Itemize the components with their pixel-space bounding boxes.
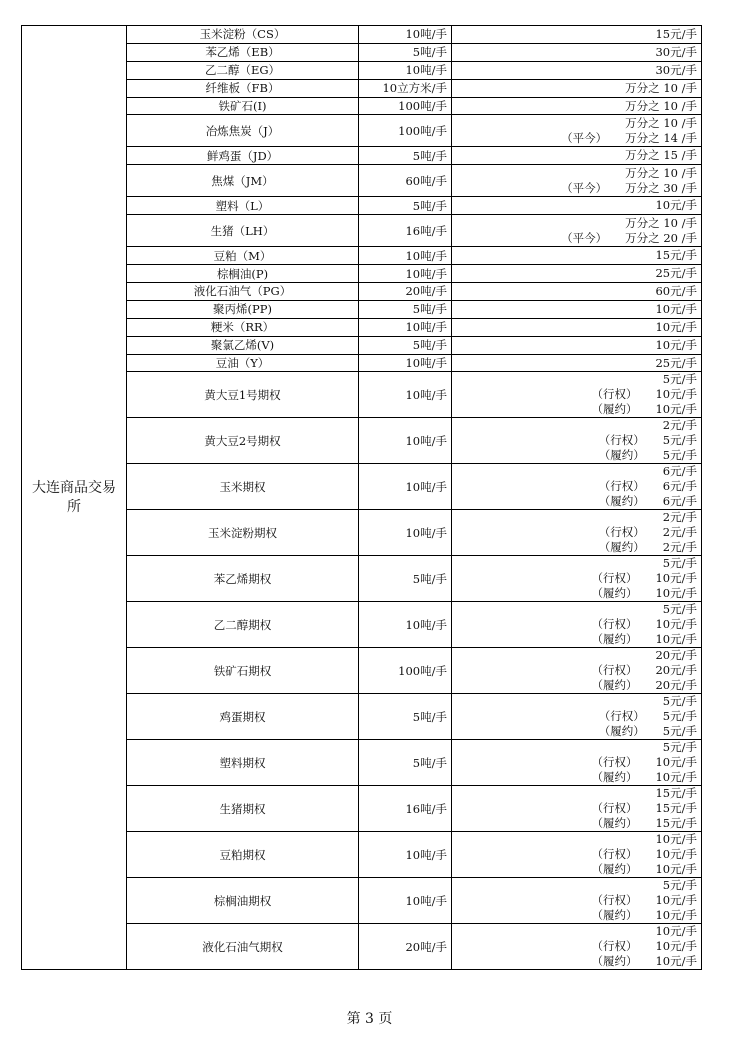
fee-line xyxy=(456,216,697,231)
fee-type-label: （履约） xyxy=(598,494,645,509)
fee-type-label: （履约） xyxy=(598,724,645,739)
fee-line xyxy=(456,602,697,617)
contract-unit-cell: 10吨/手 xyxy=(359,61,452,79)
fee-cell xyxy=(452,556,702,602)
product-cell: 铁矿石期权 xyxy=(127,648,359,694)
fee-type-label: （行权） xyxy=(591,663,638,678)
table-row xyxy=(22,26,702,44)
fee-line xyxy=(456,284,697,299)
fee-line xyxy=(456,99,697,114)
fee-value: 万分之 14 /手 xyxy=(625,130,697,145)
fee-value: 万分之 15 /手 xyxy=(625,148,697,163)
product-cell: 液化石油气（PG） xyxy=(127,283,359,301)
fee-value: 10元/手 xyxy=(655,755,697,770)
fee-value: 15元/手 xyxy=(655,248,697,263)
fee-value: 15元/手 xyxy=(655,816,697,831)
fee-type-label: （履约） xyxy=(591,402,638,417)
fee-value: 10元/手 xyxy=(655,939,697,954)
contract-unit-cell: 10吨/手 xyxy=(359,464,452,510)
fee-line xyxy=(456,847,697,862)
fee-cell xyxy=(452,510,702,556)
fee-line xyxy=(456,63,697,78)
contract-unit-cell: 10吨/手 xyxy=(359,832,452,878)
fee-value: 6元/手 xyxy=(662,494,697,509)
fee-line xyxy=(456,724,697,739)
fee-type-label: （行权） xyxy=(598,433,645,448)
fee-cell xyxy=(452,265,702,283)
fee-line xyxy=(456,832,697,847)
fee-line xyxy=(456,148,697,163)
fee-line xyxy=(456,586,697,601)
fee-line xyxy=(456,954,697,969)
fee-line xyxy=(456,878,697,893)
fee-line xyxy=(456,525,697,540)
fee-line xyxy=(456,387,697,402)
fee-line xyxy=(456,231,697,246)
contract-unit-cell: 5吨/手 xyxy=(359,300,452,318)
fee-value: 10元/手 xyxy=(655,301,697,316)
contract-unit-cell: 10吨/手 xyxy=(359,265,452,283)
fee-type-label: （履约） xyxy=(591,770,638,785)
fee-value: 10元/手 xyxy=(655,908,697,923)
fee-value: 10元/手 xyxy=(655,337,697,352)
fee-value: 10元/手 xyxy=(655,924,697,939)
contract-unit-cell: 5吨/手 xyxy=(359,336,452,354)
fee-line xyxy=(456,893,697,908)
contract-unit-cell: 10立方米/手 xyxy=(359,79,452,97)
fee-value: 15元/手 xyxy=(655,786,697,801)
product-cell: 粳米（RR） xyxy=(127,318,359,336)
fee-line xyxy=(456,801,697,816)
fee-line xyxy=(456,479,697,494)
fee-line xyxy=(456,320,697,335)
fee-cell xyxy=(452,372,702,418)
fee-cell xyxy=(452,418,702,464)
fee-type-label: （行权） xyxy=(591,939,638,954)
fee-cell xyxy=(452,43,702,61)
fee-value: 2元/手 xyxy=(662,540,697,555)
fee-line xyxy=(456,678,697,693)
fee-cell xyxy=(452,464,702,510)
fee-line xyxy=(456,786,697,801)
fee-line xyxy=(456,356,697,371)
fee-line xyxy=(456,266,697,281)
fee-value: 15元/手 xyxy=(655,26,697,41)
fee-line xyxy=(456,402,697,417)
fee-value: 10元/手 xyxy=(655,586,697,601)
fee-value: 25元/手 xyxy=(655,266,697,281)
fee-line xyxy=(456,372,697,387)
fee-value: 10元/手 xyxy=(655,319,697,334)
fee-value: 万分之 10 /手 xyxy=(625,215,697,230)
fee-line xyxy=(456,510,697,525)
contract-unit-cell: 10吨/手 xyxy=(359,878,452,924)
fee-value: 万分之 10 /手 xyxy=(625,80,697,95)
fee-type-label: （履约） xyxy=(591,954,638,969)
contract-unit-cell: 10吨/手 xyxy=(359,372,452,418)
product-cell: 豆粕（M） xyxy=(127,247,359,265)
product-cell: 棕榈油期权 xyxy=(127,878,359,924)
fee-line xyxy=(456,740,697,755)
product-cell: 焦煤（JM） xyxy=(127,165,359,197)
contract-unit-cell: 100吨/手 xyxy=(359,648,452,694)
fee-type-label: （行权） xyxy=(591,571,638,586)
fee-value: 万分之 30 /手 xyxy=(625,180,697,195)
fee-value: 5元/手 xyxy=(662,448,697,463)
fee-line xyxy=(456,540,697,555)
fee-cell xyxy=(452,283,702,301)
fee-line xyxy=(456,571,697,586)
fee-value: 6元/手 xyxy=(662,464,697,479)
contract-unit-cell: 10吨/手 xyxy=(359,602,452,648)
fee-cell xyxy=(452,694,702,740)
fee-type-label: （履约） xyxy=(591,908,638,923)
page-number: 第 3 页 xyxy=(346,1011,393,1027)
contract-unit-cell: 20吨/手 xyxy=(359,924,452,970)
fee-table-body xyxy=(22,26,702,970)
product-cell: 塑料期权 xyxy=(127,740,359,786)
fee-line xyxy=(456,663,697,678)
fee-line xyxy=(456,648,697,663)
contract-unit-cell: 5吨/手 xyxy=(359,197,452,215)
product-cell: 棕榈油(P) xyxy=(127,265,359,283)
fee-type-label: （行权） xyxy=(598,525,645,540)
product-cell: 冶炼焦炭（J） xyxy=(127,115,359,147)
fee-line xyxy=(456,464,697,479)
fee-type-label: （行权） xyxy=(591,847,638,862)
fee-line xyxy=(456,939,697,954)
fee-cell xyxy=(452,354,702,372)
product-cell: 聚氯乙烯(V) xyxy=(127,336,359,354)
fee-line xyxy=(456,302,697,317)
fee-type-label: （履约） xyxy=(598,540,645,555)
product-cell: 豆油（Y） xyxy=(127,354,359,372)
fee-type-label: （履约） xyxy=(591,862,638,877)
contract-unit-cell: 10吨/手 xyxy=(359,247,452,265)
fee-value: 5元/手 xyxy=(662,602,697,617)
fee-line xyxy=(456,556,697,571)
fee-table xyxy=(21,25,702,970)
fee-cell xyxy=(452,197,702,215)
fee-type-label: （履约） xyxy=(591,678,638,693)
fee-cell xyxy=(452,215,702,247)
fee-value: 30元/手 xyxy=(655,44,697,59)
product-cell: 纤维板（FB） xyxy=(127,79,359,97)
fee-value: 60元/手 xyxy=(655,283,697,298)
product-cell: 玉米淀粉（CS） xyxy=(127,26,359,44)
fee-cell xyxy=(452,648,702,694)
contract-unit-cell: 16吨/手 xyxy=(359,786,452,832)
product-cell: 生猪期权 xyxy=(127,786,359,832)
contract-unit-cell: 10吨/手 xyxy=(359,418,452,464)
fee-line xyxy=(456,908,697,923)
fee-cell xyxy=(452,247,702,265)
fee-value: 万分之 10 /手 xyxy=(625,98,697,113)
fee-value: 5元/手 xyxy=(662,372,697,387)
fee-cell xyxy=(452,300,702,318)
fee-value: 5元/手 xyxy=(662,724,697,739)
fee-value: 万分之 20 /手 xyxy=(625,230,697,245)
fee-type-label: （行权） xyxy=(598,479,645,494)
fee-type-label: （履约） xyxy=(598,448,645,463)
fee-line xyxy=(456,816,697,831)
fee-line xyxy=(456,248,697,263)
fee-value: 10元/手 xyxy=(655,954,697,969)
fee-cell xyxy=(452,97,702,115)
fee-line xyxy=(456,862,697,877)
contract-unit-cell: 10吨/手 xyxy=(359,510,452,556)
fee-cell xyxy=(452,740,702,786)
contract-unit-cell: 5吨/手 xyxy=(359,43,452,61)
fee-value: 10元/手 xyxy=(655,617,697,632)
fee-value: 5元/手 xyxy=(662,740,697,755)
product-cell: 生猪（LH） xyxy=(127,215,359,247)
fee-line xyxy=(456,45,697,60)
fee-value: 5元/手 xyxy=(662,878,697,893)
fee-line xyxy=(456,116,697,131)
fee-value: 5元/手 xyxy=(662,433,697,448)
fee-value: 5元/手 xyxy=(662,694,697,709)
contract-unit-cell: 5吨/手 xyxy=(359,694,452,740)
fee-value: 2元/手 xyxy=(662,510,697,525)
fee-line xyxy=(456,448,697,463)
fee-cell xyxy=(452,115,702,147)
fee-cell xyxy=(452,786,702,832)
fee-value: 10元/手 xyxy=(655,632,697,647)
fee-cell xyxy=(452,61,702,79)
fee-line xyxy=(456,494,697,509)
product-cell: 乙二醇（EG） xyxy=(127,61,359,79)
fee-value: 5元/手 xyxy=(662,709,697,724)
contract-unit-cell: 5吨/手 xyxy=(359,556,452,602)
fee-line xyxy=(456,924,697,939)
fee-type-label: （行权） xyxy=(591,387,638,402)
fee-line xyxy=(456,632,697,647)
fee-value: 10元/手 xyxy=(655,862,697,877)
fee-value: 30元/手 xyxy=(655,62,697,77)
fee-line xyxy=(456,709,697,724)
fee-value: 万分之 10 /手 xyxy=(625,165,697,180)
contract-unit-cell: 10吨/手 xyxy=(359,318,452,336)
fee-cell xyxy=(452,832,702,878)
product-cell: 塑料（L） xyxy=(127,197,359,215)
product-cell: 玉米期权 xyxy=(127,464,359,510)
fee-value: 10元/手 xyxy=(655,402,697,417)
fee-line xyxy=(456,755,697,770)
fee-value: 15元/手 xyxy=(655,801,697,816)
fee-value: 10元/手 xyxy=(655,571,697,586)
fee-line xyxy=(456,418,697,433)
exchange-name-cell: 大连商品交易所 xyxy=(22,26,127,970)
fee-value: 10元/手 xyxy=(655,198,697,213)
product-cell: 玉米淀粉期权 xyxy=(127,510,359,556)
fee-cell xyxy=(452,318,702,336)
fee-type-label: （平今） xyxy=(561,230,608,245)
fee-value: 6元/手 xyxy=(662,479,697,494)
product-cell: 黄大豆1号期权 xyxy=(127,372,359,418)
fee-type-label: （平今） xyxy=(561,180,608,195)
fee-cell xyxy=(452,165,702,197)
fee-type-label: （行权） xyxy=(598,709,645,724)
fee-value: 2元/手 xyxy=(662,418,697,433)
fee-cell xyxy=(452,924,702,970)
fee-type-label: （履约） xyxy=(591,816,638,831)
contract-unit-cell: 10吨/手 xyxy=(359,26,452,44)
fee-cell xyxy=(452,336,702,354)
product-cell: 乙二醇期权 xyxy=(127,602,359,648)
product-cell: 鸡蛋期权 xyxy=(127,694,359,740)
fee-line xyxy=(456,338,697,353)
fee-type-label: （行权） xyxy=(591,893,638,908)
fee-value: 20元/手 xyxy=(655,678,697,693)
fee-line xyxy=(456,131,697,146)
fee-cell xyxy=(452,878,702,924)
fee-value: 20元/手 xyxy=(655,663,697,678)
fee-line xyxy=(456,198,697,213)
fee-line xyxy=(456,770,697,785)
fee-value: 万分之 10 /手 xyxy=(625,115,697,130)
fee-line xyxy=(456,181,697,196)
fee-cell xyxy=(452,79,702,97)
fee-value: 20元/手 xyxy=(655,648,697,663)
fee-value: 10元/手 xyxy=(655,832,697,847)
contract-unit-cell: 5吨/手 xyxy=(359,740,452,786)
fee-line xyxy=(456,694,697,709)
fee-type-label: （履约） xyxy=(591,586,638,601)
fee-value: 5元/手 xyxy=(662,556,697,571)
contract-unit-cell: 10吨/手 xyxy=(359,354,452,372)
product-cell: 苯乙烯期权 xyxy=(127,556,359,602)
contract-unit-cell: 5吨/手 xyxy=(359,147,452,165)
product-cell: 鲜鸡蛋（JD） xyxy=(127,147,359,165)
fee-cell xyxy=(452,147,702,165)
fee-value: 2元/手 xyxy=(662,525,697,540)
fee-value: 25元/手 xyxy=(655,355,697,370)
fee-value: 10元/手 xyxy=(655,387,697,402)
contract-unit-cell: 100吨/手 xyxy=(359,115,452,147)
fee-line xyxy=(456,617,697,632)
fee-cell xyxy=(452,26,702,44)
product-cell: 黄大豆2号期权 xyxy=(127,418,359,464)
fee-type-label: （平今） xyxy=(561,130,608,145)
product-cell: 铁矿石(I) xyxy=(127,97,359,115)
fee-value: 10元/手 xyxy=(655,847,697,862)
fee-type-label: （行权） xyxy=(591,801,638,816)
product-cell: 液化石油气期权 xyxy=(127,924,359,970)
contract-unit-cell: 60吨/手 xyxy=(359,165,452,197)
product-cell: 苯乙烯（EB） xyxy=(127,43,359,61)
fee-type-label: （行权） xyxy=(591,617,638,632)
fee-type-label: （履约） xyxy=(591,632,638,647)
fee-line xyxy=(456,81,697,96)
contract-unit-cell: 16吨/手 xyxy=(359,215,452,247)
product-cell: 聚丙烯(PP) xyxy=(127,300,359,318)
fee-cell xyxy=(452,602,702,648)
contract-unit-cell: 100吨/手 xyxy=(359,97,452,115)
contract-unit-cell: 20吨/手 xyxy=(359,283,452,301)
fee-line xyxy=(456,166,697,181)
product-cell: 豆粕期权 xyxy=(127,832,359,878)
fee-line xyxy=(456,27,697,42)
fee-value: 10元/手 xyxy=(655,770,697,785)
fee-value: 10元/手 xyxy=(655,893,697,908)
fee-line xyxy=(456,433,697,448)
fee-type-label: （行权） xyxy=(591,755,638,770)
